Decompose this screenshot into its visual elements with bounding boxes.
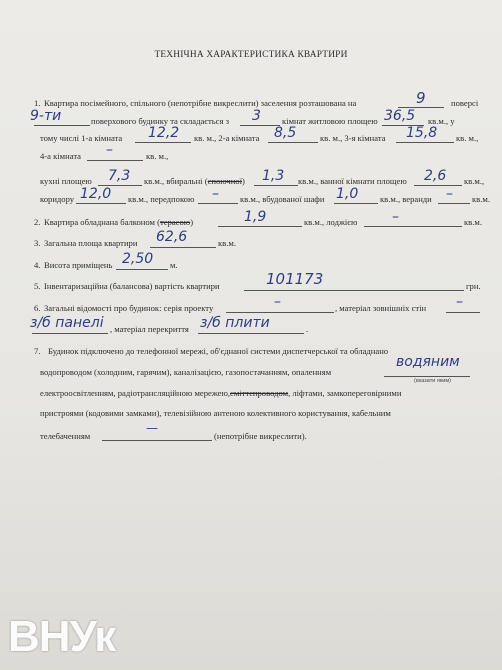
living-area-value: 36,5: [384, 108, 416, 124]
item1-line6-mid2: кв.м., вбудованої шафи: [240, 194, 325, 204]
item4-text: Висота приміщень: [44, 260, 113, 270]
walls-value: –: [456, 294, 463, 310]
item2-mid: кв.м., лоджією: [304, 217, 358, 227]
item1-line4-end: кв. м.,: [146, 151, 169, 161]
item1-line5-mid1: кв.м., вбиральні (споючної): [144, 176, 245, 186]
item1-line6-mid3: кв.м., веранди: [380, 194, 432, 204]
heating-value: водяним: [396, 354, 460, 370]
item1-line5-mid2: кв.м., ванної кімнати площею: [298, 176, 407, 186]
corridor-value: 12,0: [80, 186, 112, 202]
storeys-underline: [34, 125, 90, 126]
item1-number: 1.: [34, 98, 41, 108]
document-title: ТЕХНІЧНА ХАРАКТЕРИСТИКА КВАРТИРИ: [154, 50, 348, 60]
item1-line3-mid2: кв. м., 3-я кімната: [320, 133, 386, 143]
tv-underline: [102, 440, 212, 441]
walls-underline: [446, 312, 480, 313]
series-value: –: [274, 294, 281, 310]
bath-value: 2,6: [424, 168, 447, 184]
item3-end: кв.м.: [218, 238, 236, 248]
strikethrough-text: сміттєпроводом: [230, 388, 289, 398]
rooms-value: 3: [252, 108, 261, 124]
floor-value: 9: [416, 89, 426, 107]
item7-line5-start: телебаченням: [40, 431, 91, 441]
item1-line2-mid: кімнат житловою площею: [282, 116, 378, 126]
item1-line3-mid1: кв. м., 2-а кімната: [194, 133, 260, 143]
item1-line6-end: кв.м.: [472, 194, 490, 204]
balcony-value: 1,9: [244, 209, 267, 225]
item1-line5-text: кухні площею: [40, 176, 92, 186]
hall-value: –: [212, 186, 219, 202]
item1-line1-end: поверсі: [451, 98, 479, 108]
item3-text: Загальна площа квартири: [44, 238, 138, 248]
item1-line5-end: кв.м.,: [464, 176, 485, 186]
closet-underline: [334, 203, 378, 204]
closet-value: 1,0: [336, 186, 359, 202]
item1-line6-text: коридору: [40, 194, 75, 204]
series-underline: [226, 312, 334, 313]
height-value: 2,50: [122, 251, 154, 267]
height-underline: [116, 269, 168, 270]
strikethrough-text: споючної: [207, 176, 242, 186]
item6-mid1: , матеріал зовнішніх стін: [335, 303, 427, 313]
heating-underline: [384, 376, 470, 377]
room3-value: 15,8: [406, 125, 438, 141]
floors-value: з/б плити: [200, 315, 270, 331]
walls-underline-2: [32, 333, 108, 334]
item3-number: 3.: [34, 238, 41, 248]
room3-underline: [396, 142, 454, 143]
item1-line2-text: поверхового будинку та складається з: [91, 116, 229, 126]
item5-end: грн.: [466, 281, 481, 291]
room4-underline: [87, 160, 143, 161]
item2-number: 2.: [34, 217, 41, 227]
tv-value: —: [146, 421, 158, 435]
item1-line2-end: кв.м., у: [428, 116, 455, 126]
item7-line1: Будинок підключено до телефонної мережі, об'єднаної системи диспетчерської та обладнано: [48, 346, 389, 356]
item6-number: 6.: [34, 303, 41, 313]
item7-number: 7.: [34, 346, 41, 356]
room1-value: 12,2: [148, 125, 180, 141]
item6-mid2: , матеріал перекриття: [110, 324, 189, 334]
item2-end: кв.м.: [464, 217, 482, 227]
loggia-value: –: [392, 209, 399, 225]
total-area-value: 62,6: [156, 229, 188, 245]
value-underline: [244, 290, 464, 291]
item1-line6-mid1: кв.м., передпокою: [128, 194, 195, 204]
room1-underline: [135, 142, 191, 143]
toilet-value: 1,3: [262, 168, 285, 184]
floors-underline: [198, 333, 304, 334]
walls-value-2: з/б панелі: [30, 315, 104, 331]
toilet-underline: [254, 185, 298, 186]
room2-underline: [268, 142, 318, 143]
item1-line3-end: кв. м.,: [456, 133, 479, 143]
total-area-underline: [150, 247, 216, 248]
veranda-underline: [438, 203, 470, 204]
storeys-value: 9-ти: [30, 108, 62, 124]
item7-line2: водопроводом (холодним, гарячим), каналізацією, газопостачанням, опаленням: [40, 367, 332, 377]
item7-line4: пристроями (кодовими замками), телевізійною антеною колективного користування, кабельним: [40, 408, 391, 418]
item1-line3-text: тому числі 1-а кімната: [40, 133, 123, 143]
item1-line1-text: Квартира посімейного, спільного (непотрібне викреслити) заселення розташована на: [44, 98, 357, 108]
item6-text: Загальні відомості про будинок: серія проекту: [44, 303, 214, 313]
heating-hint: (вказати яким): [414, 378, 451, 384]
inventory-value: 101173: [266, 270, 324, 288]
strikethrough-text: терасою: [159, 217, 191, 227]
veranda-value: –: [446, 186, 453, 202]
item5-text: Інвентаризаційна (балансова) вартість квартири: [44, 281, 220, 291]
bath-underline: [414, 185, 462, 186]
room4-value: –: [106, 142, 113, 158]
corridor-underline: [76, 203, 126, 204]
room2-value: 8,5: [274, 125, 297, 141]
item2-text: Квартира обладнана балконом (терасою): [44, 217, 194, 227]
loggia-underline: [364, 226, 462, 227]
item7-line5-end: (непотрібне викреслити).: [214, 431, 307, 441]
item6-end: .: [306, 324, 309, 334]
balcony-underline: [218, 226, 302, 227]
hall-underline: [198, 203, 238, 204]
item5-number: 5.: [34, 281, 41, 291]
kitchen-value: 7,3: [108, 168, 131, 184]
item1-line4-text: 4-а кімната: [40, 151, 81, 161]
watermark-text: ВНУк: [8, 612, 116, 661]
item4-end: м.: [170, 260, 178, 270]
item4-number: 4.: [34, 260, 41, 270]
item7-line3: електроосвітленням, радіотрансляційною мережею,сміттєпроводом, ліфтами, замкопереговірними: [40, 388, 402, 398]
